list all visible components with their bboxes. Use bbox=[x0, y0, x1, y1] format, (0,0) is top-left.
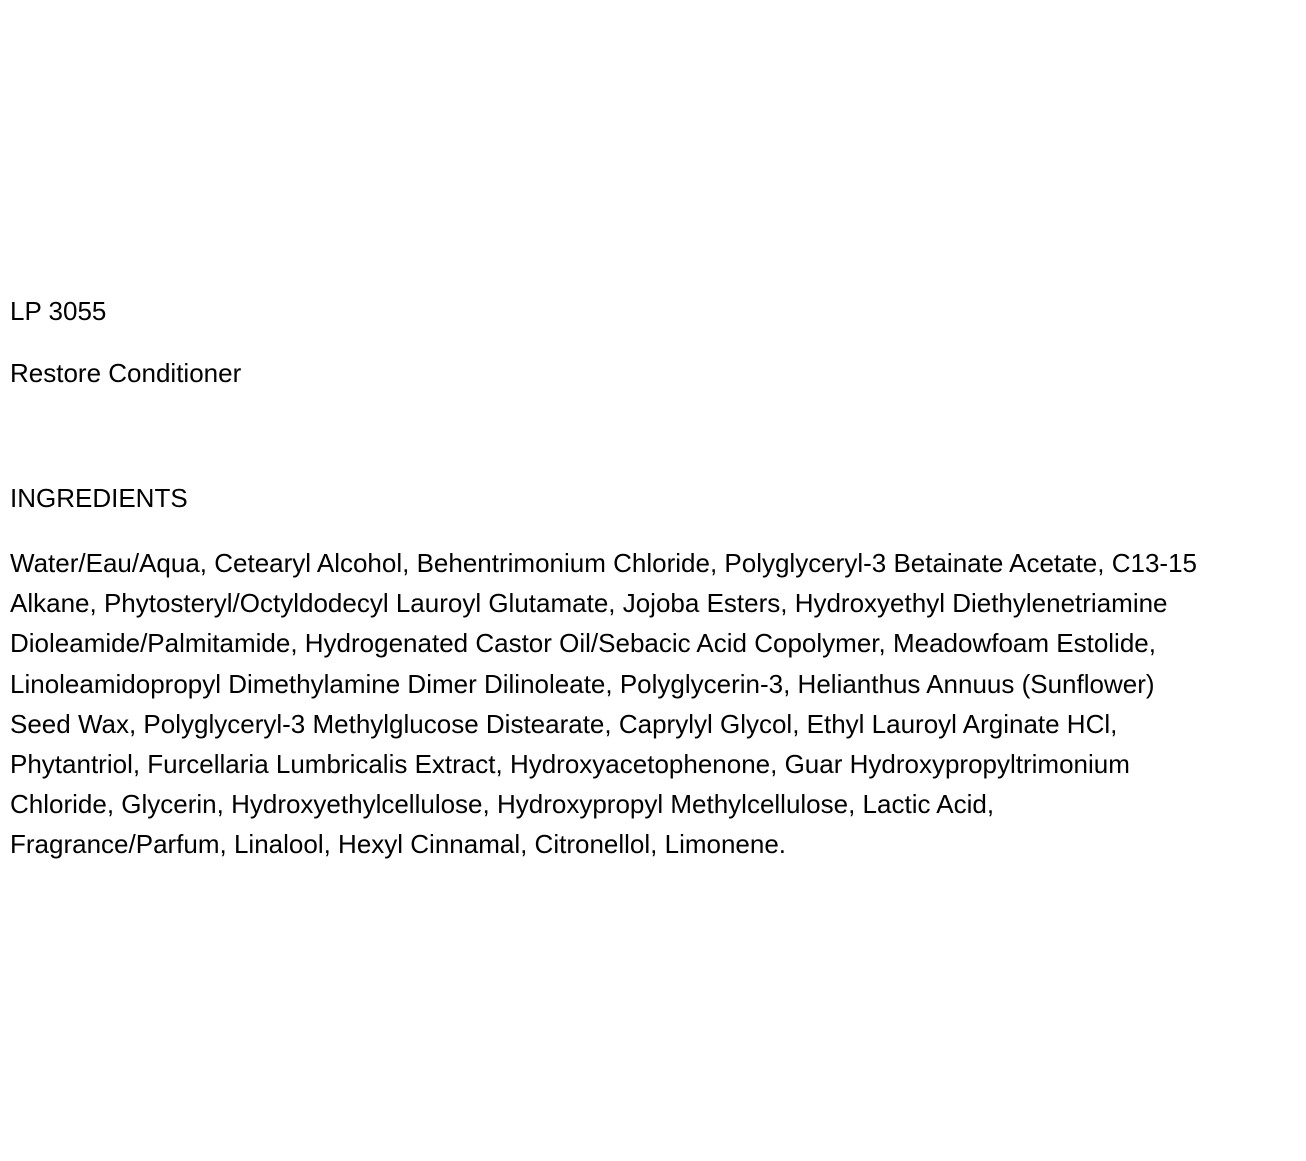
ingredients-line: Seed Wax, Polyglyceryl-3 Methylglucose Distearate, Caprylyl Glycol, Ethyl Lauroyl Arginate HCl, bbox=[10, 708, 1118, 739]
product-code: LP 3055 bbox=[10, 296, 107, 326]
ingredients-list bbox=[10, 543, 1300, 865]
ingredients-line: Phytantriol, Furcellaria Lumbricalis Extract, Hydroxyacetophenone, Guar Hydroxypropyltrimonium bbox=[10, 749, 1130, 780]
ingredients-line: Linoleamidopropyl Dimethylamine Dimer Dilinoleate, Polyglycerin-3, Helianthus Annuus (Sunflower) bbox=[10, 668, 1155, 699]
ingredients-heading: INGREDIENTS bbox=[10, 483, 188, 513]
ingredients-line: Fragrance/Parfum, Linalool, Hexyl Cinnamal, Citronellol, Limonene. bbox=[10, 829, 787, 860]
ingredients-line: Dioleamide/Palmitamide, Hydrogenated Castor Oil/Sebacic Acid Copolymer, Meadowfoam Estolide, bbox=[10, 628, 1156, 659]
ingredients-line: Alkane, Phytosteryl/Octyldodecyl Lauroyl Glutamate, Jojoba Esters, Hydroxyethyl Diethylenetriamine bbox=[10, 588, 1168, 619]
ingredients-line: Chloride, Glycerin, Hydroxyethylcellulose, Hydroxypropyl Methylcellulose, Lactic Acid, bbox=[10, 789, 995, 820]
product-name: Restore Conditioner bbox=[10, 358, 242, 388]
ingredients-line: Water/Eau/Aqua, Cetearyl Alcohol, Behentrimonium Chloride, Polyglyceryl-3 Betainate Acetate, C13-15 bbox=[10, 548, 1197, 578]
